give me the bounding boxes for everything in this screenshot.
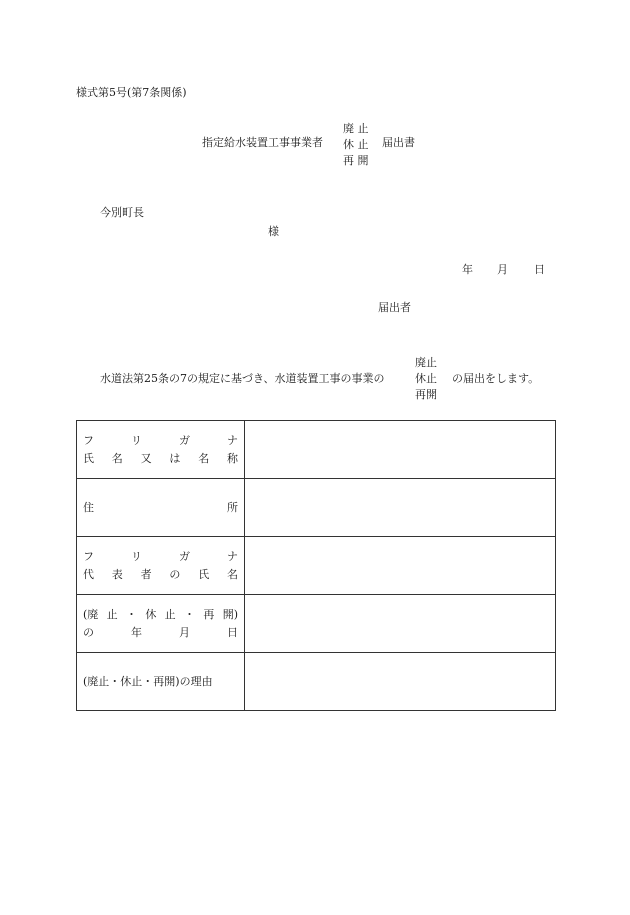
label-line: (廃止・休止・再開)の理由 [83,674,213,688]
date-value-field[interactable] [245,595,556,653]
label-char: ・ [184,607,196,621]
label-char: ナ [227,433,238,447]
body-text-after: の届出をします。 [452,372,540,385]
label-char: ガ [179,433,190,447]
label-char: 氏 [83,451,94,465]
label-char: 月 [179,625,190,639]
row-label-address [77,479,245,537]
label-line [83,432,238,450]
title-prefix: 指定給水装置工事事業者 [202,136,323,149]
label-line [83,566,238,584]
label-line [83,548,238,566]
label-char: 表 [111,567,123,581]
label-line [83,499,238,517]
title-suffix: 届出書 [382,136,415,149]
body-option-abolish: 廃止 [415,356,437,369]
label-char: の [83,625,94,639]
label-char: 止 [106,607,118,621]
row-label-name [77,421,245,479]
title-option-resume: 再 開 [343,154,369,167]
label-char: フ [83,549,94,563]
table-row [77,479,556,537]
date-month: 月 [497,263,508,276]
label-char: 再 [203,607,215,621]
label-char: 所 [227,500,238,514]
label-char: 代 [83,567,94,581]
title-option-abolish: 廃 止 [343,122,369,135]
date-day: 日 [534,263,545,276]
label-char: リ [131,433,142,447]
table-row [77,421,556,479]
row-label-date [77,595,245,653]
title-options [343,121,369,169]
form-number: 様式第5号(第7条関係) [76,86,187,99]
label-char: 休 [145,607,157,621]
table-row [77,653,556,711]
body-text-before: 水道法第25条の7の規定に基づき、水道装置工事の事業の [100,372,385,385]
label-char: 名 [198,451,210,465]
address-value-field[interactable] [245,479,556,537]
body-options [415,355,437,403]
label-char: 氏 [198,567,210,581]
reason-value-field[interactable] [245,653,556,711]
label-char: 年 [131,625,142,639]
label-char: フ [83,433,94,447]
label-char: 日 [227,625,238,639]
row-label-reason [77,653,245,711]
table-row [77,537,556,595]
addressee-honorific: 様 [268,225,279,238]
label-char: 住 [83,500,94,514]
addressee-name: 今別町長 [100,206,144,219]
label-char: ナ [227,549,238,563]
label-char: 又 [140,451,152,465]
label-char: 開) [222,607,238,621]
label-char: 名 [226,567,238,581]
label-char: 称 [226,451,238,465]
label-char: 名 [111,451,123,465]
label-char: 止 [164,607,176,621]
notification-table [76,420,556,711]
label-char: (廃 [83,607,99,621]
submitter-label: 届出者 [378,301,411,314]
representative-value-field[interactable] [245,537,556,595]
date-year: 年 [462,263,473,276]
label-line [83,450,238,468]
label-char: ガ [179,549,190,563]
label-line [83,606,238,624]
label-line [83,624,238,642]
label-char: ・ [125,607,137,621]
body-option-suspend: 休止 [415,372,437,385]
table-row [77,595,556,653]
label-char: は [169,451,181,465]
name-value-field[interactable] [245,421,556,479]
label-char: 者 [140,567,152,581]
label-char: リ [131,549,142,563]
row-label-representative [77,537,245,595]
body-option-resume: 再開 [415,388,437,401]
label-char: の [169,567,181,581]
title-option-suspend: 休 止 [343,138,369,151]
